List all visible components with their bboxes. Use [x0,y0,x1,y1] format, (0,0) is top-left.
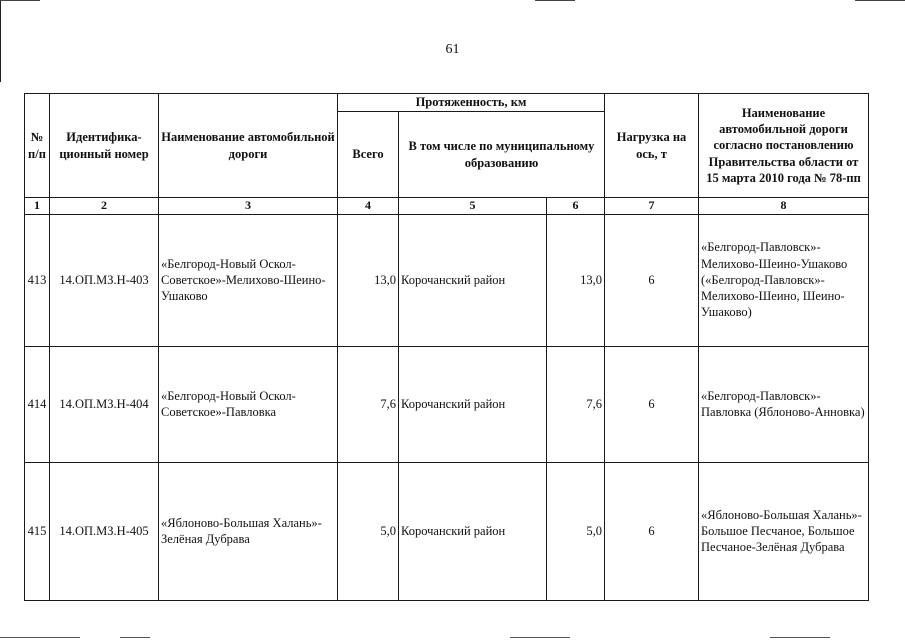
row-district-km: 5,0 [547,462,605,600]
row-axle-load: 6 [605,214,699,346]
scan-mark [770,637,830,638]
header-col-number: 7 [605,198,699,215]
header-total: Всего [338,112,399,198]
row-decree-name: «Яблоново-Большая Халань»-Большое Песчаное, Большое Песчаное-Зелёная Дубрава [699,462,869,600]
scan-edge-left [0,0,1,82]
row-decree-name: «Белгород-Павловск»-Павловка (Яблоново-Анновка) [699,346,869,462]
row-district: Корочанский район [399,462,547,600]
row-num: 414 [25,346,50,462]
scan-mark [120,637,150,638]
row-axle-load: 6 [605,346,699,462]
row-id: 14.ОП.МЗ.Н-403 [50,214,159,346]
header-col-number: 2 [50,198,159,215]
scan-mark [535,0,575,1]
row-district-km: 7,6 [547,346,605,462]
header-road-name: Наименование автомобильной дороги [159,94,338,198]
header-col-number: 8 [699,198,869,215]
row-num: 413 [25,214,50,346]
roads-table [24,93,869,601]
row-road-name: «Белгород-Новый Оскол-Советское»-Мелихово-Шеино-Ушаково [159,214,338,346]
header-col-number: 5 [399,198,547,215]
row-num: 415 [25,462,50,600]
scan-mark [510,637,570,638]
page-number: 61 [445,42,460,57]
row-district: Корочанский район [399,214,547,346]
row-id: 14.ОП.МЗ.Н-405 [50,462,159,600]
header-municipal: В том числе по муниципальному образованию [399,112,605,198]
header-col-number: 4 [338,198,399,215]
header-axle-load: Нагрузка на ось, т [605,94,699,198]
row-total: 13,0 [338,214,399,346]
row-road-name: «Белгород-Новый Оскол-Советское»-Павловка [159,346,338,462]
row-decree-name: «Белгород-Павловск»-Мелихово-Шеино-Ушаково («Белгород-Павловск»-Мелихово-Шеино, Шеино-Ушаково) [699,214,869,346]
table-row [25,462,869,600]
header-col-number: 6 [547,198,605,215]
header-decree-name: Наименование автомобильной дороги согласно постановлению Правительства области от 15 марта 2010 года № 78-пп [699,94,869,198]
row-road-name: «Яблоново-Большая Халань»-Зелёная Дубрава [159,462,338,600]
row-district-km: 13,0 [547,214,605,346]
table-row [25,214,869,346]
row-axle-load: 6 [605,462,699,600]
header-num: № п/п [25,94,50,198]
row-total: 5,0 [338,462,399,600]
row-id: 14.ОП.МЗ.Н-404 [50,346,159,462]
scan-mark [855,0,905,1]
scan-mark [0,637,80,638]
row-district: Корочанский район [399,346,547,462]
header-id: Идентифика-ционный номер [50,94,159,198]
header-col-number: 3 [159,198,338,215]
scan-mark [0,0,40,1]
header-length-group: Протяженность, км [338,94,605,112]
table-row [25,346,869,462]
header-col-number: 1 [25,198,50,215]
row-total: 7,6 [338,346,399,462]
